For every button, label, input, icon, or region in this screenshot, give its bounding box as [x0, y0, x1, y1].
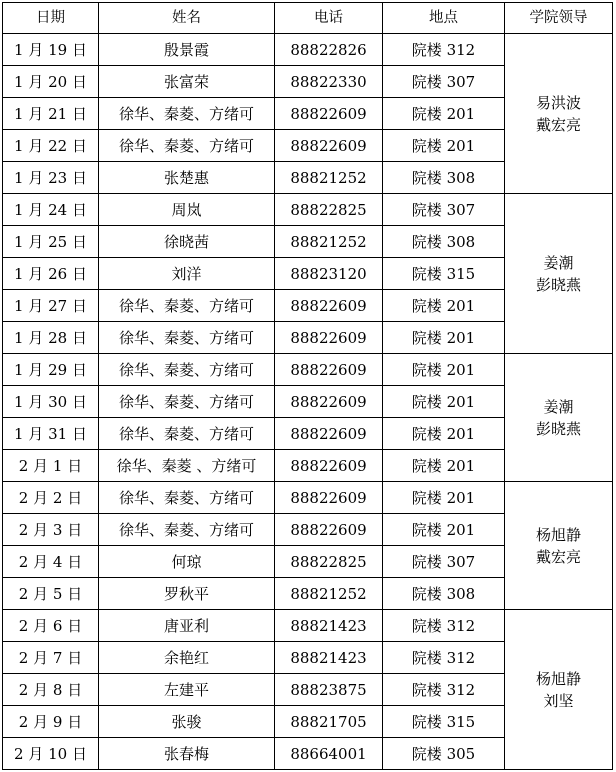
date-cell: 1 月 21 日 [3, 98, 99, 130]
place-cell: 院楼 315 [383, 258, 505, 290]
place-cell: 院楼 307 [383, 194, 505, 226]
leader-name: 彭晓燕 [535, 275, 581, 294]
place-cell: 院楼 201 [383, 514, 505, 546]
phone-cell: 88822609 [275, 514, 383, 546]
leader-name: 杨旭静 [535, 525, 581, 544]
place-cell: 院楼 312 [383, 34, 505, 66]
phone-cell: 88822609 [275, 482, 383, 514]
leader-cell [505, 354, 613, 482]
phone-cell: 88822826 [275, 34, 383, 66]
phone-cell: 88822330 [275, 66, 383, 98]
leader-name: 姜潮 [543, 397, 574, 416]
place-cell: 院楼 201 [383, 290, 505, 322]
date-cell: 1 月 19 日 [3, 34, 99, 66]
phone-cell: 88821252 [275, 162, 383, 194]
date-cell: 1 月 29 日 [3, 354, 99, 386]
leader-name: 杨旭静 [535, 669, 581, 688]
phone-cell: 88823875 [275, 674, 383, 706]
name-cell: 徐晓茜 [99, 226, 275, 258]
place-cell: 院楼 201 [383, 450, 505, 482]
date-cell: 1 月 31 日 [3, 418, 99, 450]
place-cell: 院楼 312 [383, 642, 505, 674]
date-cell: 2 月 2 日 [3, 482, 99, 514]
leader-name: 彭晓燕 [535, 419, 581, 438]
header-phone: 电话 [275, 3, 383, 34]
leader-cell [505, 610, 613, 770]
duty-schedule-table [2, 2, 613, 770]
date-cell: 1 月 24 日 [3, 194, 99, 226]
place-cell: 院楼 201 [383, 386, 505, 418]
name-cell: 张楚惠 [99, 162, 275, 194]
place-cell: 院楼 307 [383, 546, 505, 578]
name-cell: 周岚 [99, 194, 275, 226]
table-row [3, 482, 613, 514]
phone-cell: 88821423 [275, 642, 383, 674]
leader-name: 戴宏亮 [535, 547, 581, 566]
phone-cell: 88822609 [275, 290, 383, 322]
name-cell: 刘洋 [99, 258, 275, 290]
leader-cell [505, 34, 613, 194]
phone-cell: 88822609 [275, 386, 383, 418]
place-cell: 院楼 305 [383, 738, 505, 770]
phone-cell: 88822609 [275, 130, 383, 162]
date-cell: 1 月 20 日 [3, 66, 99, 98]
name-cell: 殷景霞 [99, 34, 275, 66]
place-cell: 院楼 201 [383, 418, 505, 450]
leader-cell [505, 482, 613, 610]
header-row [3, 3, 613, 34]
phone-cell: 88823120 [275, 258, 383, 290]
phone-cell: 88822825 [275, 546, 383, 578]
name-cell: 罗秋平 [99, 578, 275, 610]
date-cell: 2 月 7 日 [3, 642, 99, 674]
place-cell: 院楼 201 [383, 130, 505, 162]
header-name: 姓名 [99, 3, 275, 34]
table-row [3, 354, 613, 386]
date-cell: 2 月 6 日 [3, 610, 99, 642]
name-cell: 徐华、秦菱、方绪可 [99, 354, 275, 386]
date-cell: 1 月 25 日 [3, 226, 99, 258]
date-cell: 1 月 22 日 [3, 130, 99, 162]
name-cell: 徐华、秦菱、方绪可 [99, 418, 275, 450]
name-cell: 徐华、秦菱、方绪可 [99, 386, 275, 418]
date-cell: 2 月 3 日 [3, 514, 99, 546]
table-row [3, 34, 613, 66]
header-date: 日期 [3, 3, 99, 34]
place-cell: 院楼 201 [383, 482, 505, 514]
date-cell: 2 月 4 日 [3, 546, 99, 578]
phone-cell: 88821705 [275, 706, 383, 738]
place-cell: 院楼 201 [383, 322, 505, 354]
name-cell: 徐华、秦菱、方绪可 [99, 322, 275, 354]
name-cell: 张春梅 [99, 738, 275, 770]
phone-cell: 88822825 [275, 194, 383, 226]
phone-cell: 88822609 [275, 322, 383, 354]
name-cell: 徐华、秦菱 、方绪可 [99, 450, 275, 482]
name-cell: 徐华、秦菱、方绪可 [99, 130, 275, 162]
table-row [3, 610, 613, 642]
date-cell: 1 月 23 日 [3, 162, 99, 194]
date-cell: 1 月 30 日 [3, 386, 99, 418]
date-cell: 2 月 10 日 [3, 738, 99, 770]
phone-cell: 88822609 [275, 98, 383, 130]
place-cell: 院楼 315 [383, 706, 505, 738]
name-cell: 徐华、秦菱、方绪可 [99, 514, 275, 546]
place-cell: 院楼 307 [383, 66, 505, 98]
name-cell: 余艳红 [99, 642, 275, 674]
name-cell: 何琼 [99, 546, 275, 578]
phone-cell: 88822609 [275, 418, 383, 450]
name-cell: 左建平 [99, 674, 275, 706]
place-cell: 院楼 312 [383, 674, 505, 706]
date-cell: 2 月 1 日 [3, 450, 99, 482]
date-cell: 1 月 26 日 [3, 258, 99, 290]
leader-cell [505, 194, 613, 354]
date-cell: 1 月 27 日 [3, 290, 99, 322]
leader-name: 易洪波 [535, 93, 581, 112]
leader-name: 戴宏亮 [535, 115, 581, 134]
name-cell: 张骏 [99, 706, 275, 738]
place-cell: 院楼 201 [383, 98, 505, 130]
name-cell: 唐亚利 [99, 610, 275, 642]
place-cell: 院楼 308 [383, 162, 505, 194]
date-cell: 2 月 8 日 [3, 674, 99, 706]
leader-name: 姜潮 [543, 253, 574, 272]
date-cell: 1 月 28 日 [3, 322, 99, 354]
phone-cell: 88821252 [275, 226, 383, 258]
name-cell: 徐华、秦菱、方绪可 [99, 98, 275, 130]
header-leader: 学院领导 [505, 3, 613, 34]
date-cell: 2 月 5 日 [3, 578, 99, 610]
name-cell: 张富荣 [99, 66, 275, 98]
place-cell: 院楼 201 [383, 354, 505, 386]
header-place: 地点 [383, 3, 505, 34]
phone-cell: 88821252 [275, 578, 383, 610]
phone-cell: 88822609 [275, 450, 383, 482]
place-cell: 院楼 312 [383, 610, 505, 642]
phone-cell: 88664001 [275, 738, 383, 770]
phone-cell: 88821423 [275, 610, 383, 642]
leader-name: 刘坚 [543, 691, 574, 710]
name-cell: 徐华、秦菱、方绪可 [99, 290, 275, 322]
place-cell: 院楼 308 [383, 578, 505, 610]
name-cell: 徐华、秦菱、方绪可 [99, 482, 275, 514]
place-cell: 院楼 308 [383, 226, 505, 258]
phone-cell: 88822609 [275, 354, 383, 386]
date-cell: 2 月 9 日 [3, 706, 99, 738]
table-row [3, 194, 613, 226]
